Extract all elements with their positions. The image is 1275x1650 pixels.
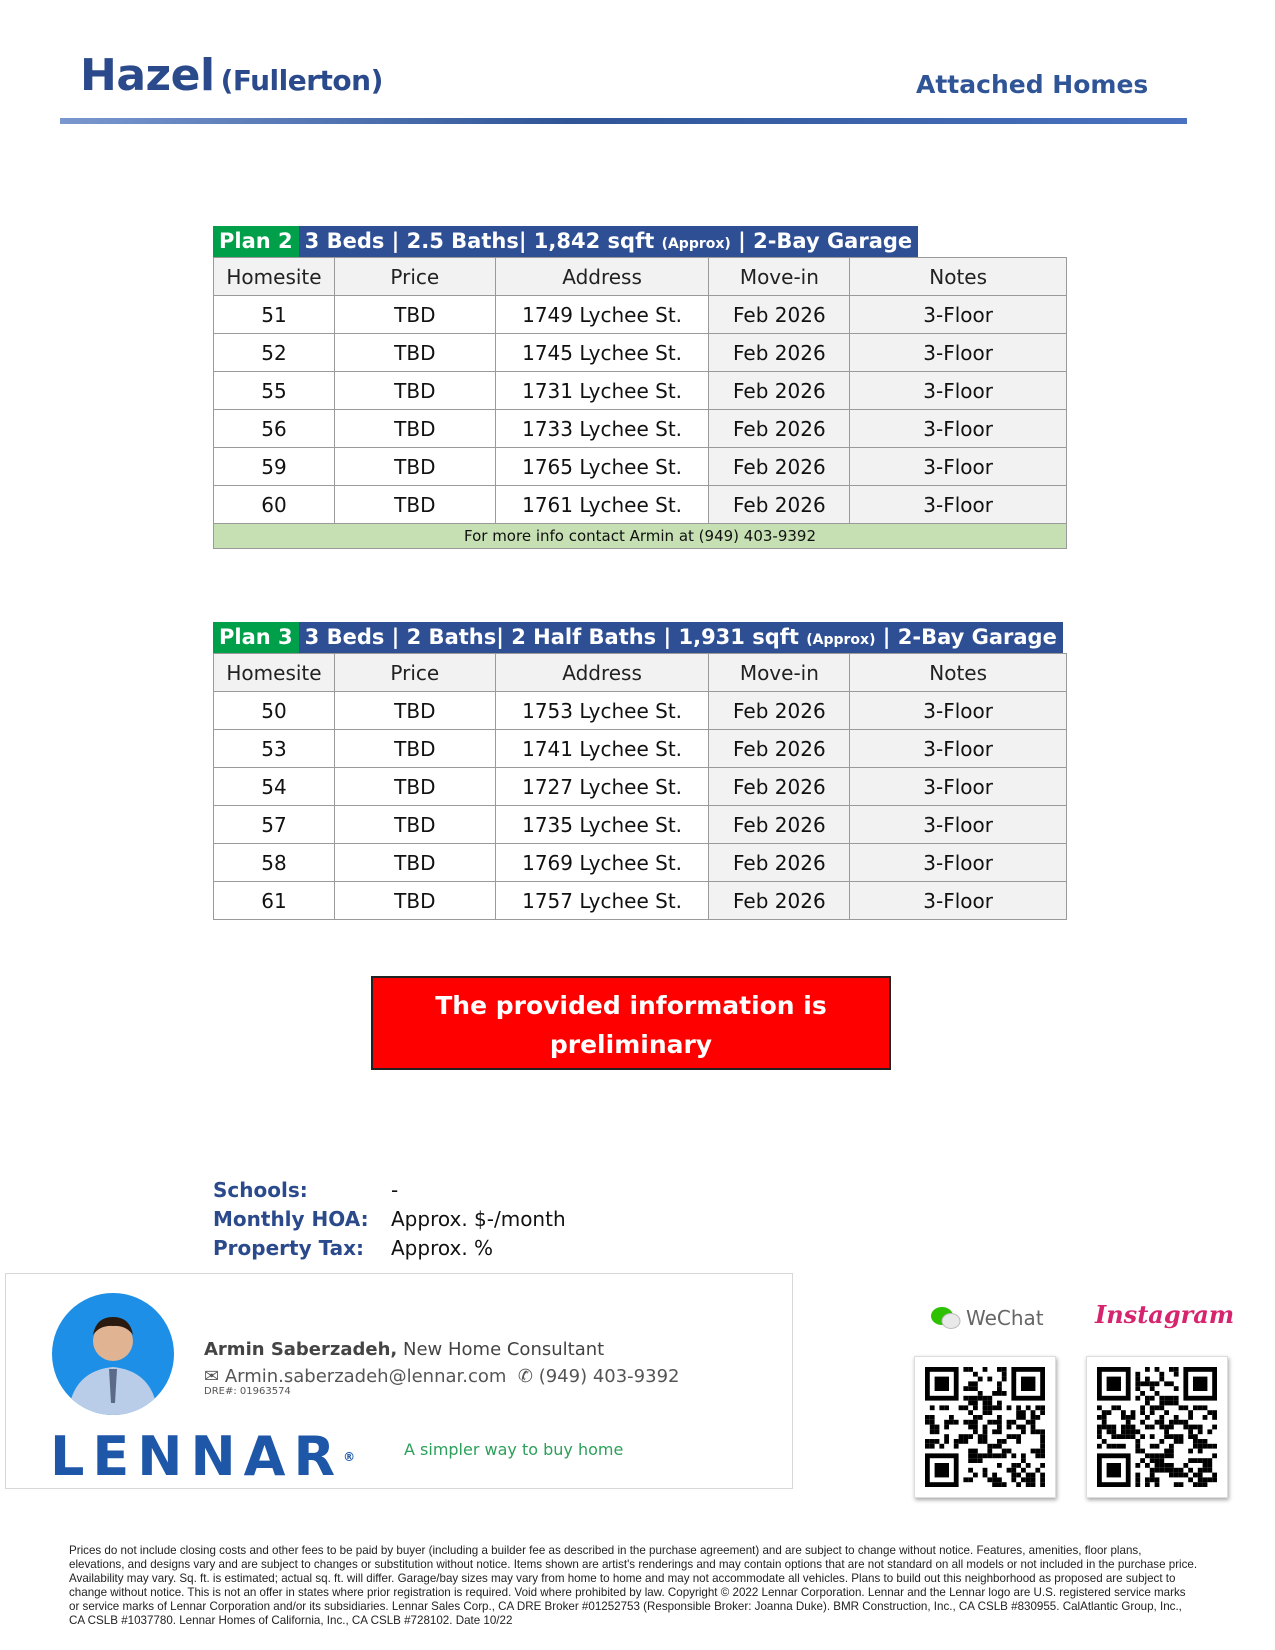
homesite-cell: 55: [214, 372, 335, 410]
price-cell: TBD: [334, 844, 495, 882]
homesite-cell: 51: [214, 296, 335, 334]
agent-dre: DRE#: 01963574: [204, 1386, 291, 1397]
agent-email[interactable]: Armin.saberzadeh@lennar.com: [224, 1366, 507, 1387]
brand-tagline: A simpler way to buy home: [404, 1440, 624, 1459]
wechat-label: [930, 1306, 1044, 1330]
legal-disclaimer: Prices do not include closing costs and other fees to be paid by buyer (including a builder fee as described in the purchase agreement) and are subject to change without notice. Features, amenities, floor plans, elevations, and designs vary and are subject to changes or substitution without notice. Items shown are artist's renderings and may contain options that are not standard on all models or not included in the purchase price. Availability may vary. Sq. ft. is estimated; actual sq. ft. will differ. Garage/bay sizes may vary from home to home and may not accommodate all vehicles. Plans to build out this neighborhood as proposed are subject to change without notice. This is not an offer in states where prior registration is required. Void where prohibited by law. Copyright © 2022 Lennar Corporation. Lennar and the Lennar logo are U.S. registered service marks or service marks of Lennar Corporation and/or its subsidiaries. Lennar Sales Corp., CA DRE Broker #01252753 (Responsible Broker: Joanna Duke). BMR Construction, Inc., CA CSLB #830955. CalAtlantic Group, Inc., CA CSLB #1037780. Lennar Homes of California, Inc., CA CSLB #728102. Date 10/22: [69, 1544, 1198, 1627]
hoa-value: Approx. $-/month: [391, 1207, 566, 1231]
address-cell: 1753 Lychee St.: [495, 692, 709, 730]
hoa-label: Monthly HOA:: [213, 1207, 369, 1231]
move-in-cell: Feb 2026: [709, 486, 850, 524]
agent-name: Armin Saberzadeh,: [204, 1339, 398, 1360]
address-cell: 1733 Lychee St.: [495, 410, 709, 448]
homesite-cell: 50: [214, 692, 335, 730]
table-row: [214, 844, 1067, 882]
address-cell: 1757 Lychee St.: [495, 882, 709, 920]
col-move-in: Move-in: [709, 654, 850, 692]
move-in-cell: Feb 2026: [709, 692, 850, 730]
address-cell: 1735 Lychee St.: [495, 806, 709, 844]
table-row: [214, 768, 1067, 806]
homesite-cell: 54: [214, 768, 335, 806]
plan-tag: Plan 2: [213, 226, 299, 257]
price-cell: TBD: [334, 448, 495, 486]
plan-3-section: [213, 622, 1067, 920]
table-row: [214, 448, 1067, 486]
notes-cell: 3-Floor: [850, 730, 1067, 768]
address-cell: 1765 Lychee St.: [495, 448, 709, 486]
col-notes: Notes: [850, 258, 1067, 296]
table-row: [214, 486, 1067, 524]
col-homesite: Homesite: [214, 258, 335, 296]
instagram-label: Instagram: [1095, 1300, 1235, 1329]
wechat-icon: [930, 1306, 962, 1330]
instagram-qr-code[interactable]: [1086, 1356, 1228, 1498]
homesite-cell: 56: [214, 410, 335, 448]
approx-note: (Approx): [806, 632, 876, 648]
header-divider: [60, 118, 1187, 124]
page-title: [80, 50, 383, 101]
col-notes: Notes: [850, 654, 1067, 692]
plan-tag: Plan 3: [213, 622, 299, 653]
notice-line-2: and subject to change!: [468, 1069, 794, 1098]
address-cell: 1731 Lychee St.: [495, 372, 709, 410]
tax-value: Approx. %: [391, 1236, 494, 1260]
homesite-cell: 59: [214, 448, 335, 486]
plan-description: [299, 226, 919, 257]
city-name: (Fullerton): [220, 64, 383, 97]
registered-mark: ®: [343, 1450, 356, 1464]
table-row: [214, 334, 1067, 372]
agent-avatar: [52, 1293, 174, 1415]
plan-description: [299, 622, 1063, 653]
address-cell: 1769 Lychee St.: [495, 844, 709, 882]
notes-cell: 3-Floor: [850, 410, 1067, 448]
move-in-cell: Feb 2026: [709, 372, 850, 410]
price-cell: TBD: [334, 410, 495, 448]
homesite-cell: 52: [214, 334, 335, 372]
wechat-qr-code[interactable]: [914, 1356, 1056, 1498]
address-cell: 1761 Lychee St.: [495, 486, 709, 524]
col-move-in: Move-in: [709, 258, 850, 296]
home-category: Attached Homes: [916, 70, 1149, 99]
table-row: [214, 372, 1067, 410]
price-cell: TBD: [334, 730, 495, 768]
notes-cell: 3-Floor: [850, 296, 1067, 334]
price-cell: TBD: [334, 486, 495, 524]
notes-cell: 3-Floor: [850, 882, 1067, 920]
col-price: Price: [334, 654, 495, 692]
price-cell: TBD: [334, 882, 495, 920]
approx-note: (Approx): [661, 236, 731, 252]
address-cell: 1741 Lychee St.: [495, 730, 709, 768]
price-cell: TBD: [334, 372, 495, 410]
price-cell: TBD: [334, 334, 495, 372]
move-in-cell: Feb 2026: [709, 844, 850, 882]
mail-icon: ✉: [204, 1366, 220, 1387]
notes-cell: 3-Floor: [850, 334, 1067, 372]
table-row: [214, 806, 1067, 844]
col-price: Price: [334, 258, 495, 296]
homesite-cell: 53: [214, 730, 335, 768]
move-in-cell: Feb 2026: [709, 768, 850, 806]
agent-name-line: [204, 1339, 604, 1360]
notes-cell: 3-Floor: [850, 844, 1067, 882]
move-in-cell: Feb 2026: [709, 296, 850, 334]
col-address: Address: [495, 258, 709, 296]
agent-phone[interactable]: (949) 403-9392: [538, 1366, 680, 1387]
homesite-cell: 60: [214, 486, 335, 524]
col-homesite: Homesite: [214, 654, 335, 692]
plan-2-table: [213, 257, 1067, 524]
phone-icon: ✆: [517, 1366, 533, 1387]
tax-label: Property Tax:: [213, 1236, 365, 1260]
garage-info: | 2-Bay Garage: [882, 625, 1057, 649]
contact-note: For more info contact Armin at (949) 403-9392: [213, 524, 1067, 549]
address-cell: 1749 Lychee St.: [495, 296, 709, 334]
homesite-cell: 61: [214, 882, 335, 920]
community-name: Hazel: [80, 50, 215, 101]
plan-2-section: [213, 226, 1067, 549]
notes-cell: 3-Floor: [850, 448, 1067, 486]
agent-title: New Home Consultant: [403, 1339, 605, 1360]
table-row: [214, 692, 1067, 730]
lennar-logo: [50, 1425, 356, 1488]
homesite-cell: 57: [214, 806, 335, 844]
move-in-cell: Feb 2026: [709, 806, 850, 844]
notes-cell: 3-Floor: [850, 806, 1067, 844]
move-in-cell: Feb 2026: [709, 730, 850, 768]
move-in-cell: Feb 2026: [709, 410, 850, 448]
notes-cell: 3-Floor: [850, 768, 1067, 806]
price-cell: TBD: [334, 768, 495, 806]
move-in-cell: Feb 2026: [709, 448, 850, 486]
plan-specs: 3 Beds | 2.5 Baths| 1,842 sqft: [304, 229, 655, 253]
notes-cell: 3-Floor: [850, 692, 1067, 730]
table-row: [214, 882, 1067, 920]
price-cell: TBD: [334, 692, 495, 730]
brand-name: LENNAR: [50, 1425, 344, 1488]
wechat-text: WeChat: [966, 1306, 1044, 1330]
table-row: [214, 410, 1067, 448]
agent-contact-line: [204, 1366, 680, 1387]
notes-cell: 3-Floor: [850, 372, 1067, 410]
homesite-cell: 58: [214, 844, 335, 882]
price-cell: TBD: [334, 296, 495, 334]
schools-value: -: [391, 1178, 399, 1202]
move-in-cell: Feb 2026: [709, 334, 850, 372]
table-row: [214, 730, 1067, 768]
plan-2-header: [213, 226, 1067, 257]
garage-info: | 2-Bay Garage: [738, 229, 913, 253]
col-address: Address: [495, 654, 709, 692]
plan-3-header: [213, 622, 1067, 653]
plan-specs: 3 Beds | 2 Baths| 2 Half Baths | 1,931 sqft: [304, 625, 799, 649]
price-cell: TBD: [334, 806, 495, 844]
address-cell: 1745 Lychee St.: [495, 334, 709, 372]
table-row: [214, 296, 1067, 334]
address-cell: 1727 Lychee St.: [495, 768, 709, 806]
notice-line-1: The provided information is preliminary: [435, 991, 827, 1059]
plan-3-table: [213, 653, 1067, 920]
schools-label: Schools:: [213, 1178, 308, 1202]
preliminary-notice: [371, 976, 891, 1098]
move-in-cell: Feb 2026: [709, 882, 850, 920]
notes-cell: 3-Floor: [850, 486, 1067, 524]
